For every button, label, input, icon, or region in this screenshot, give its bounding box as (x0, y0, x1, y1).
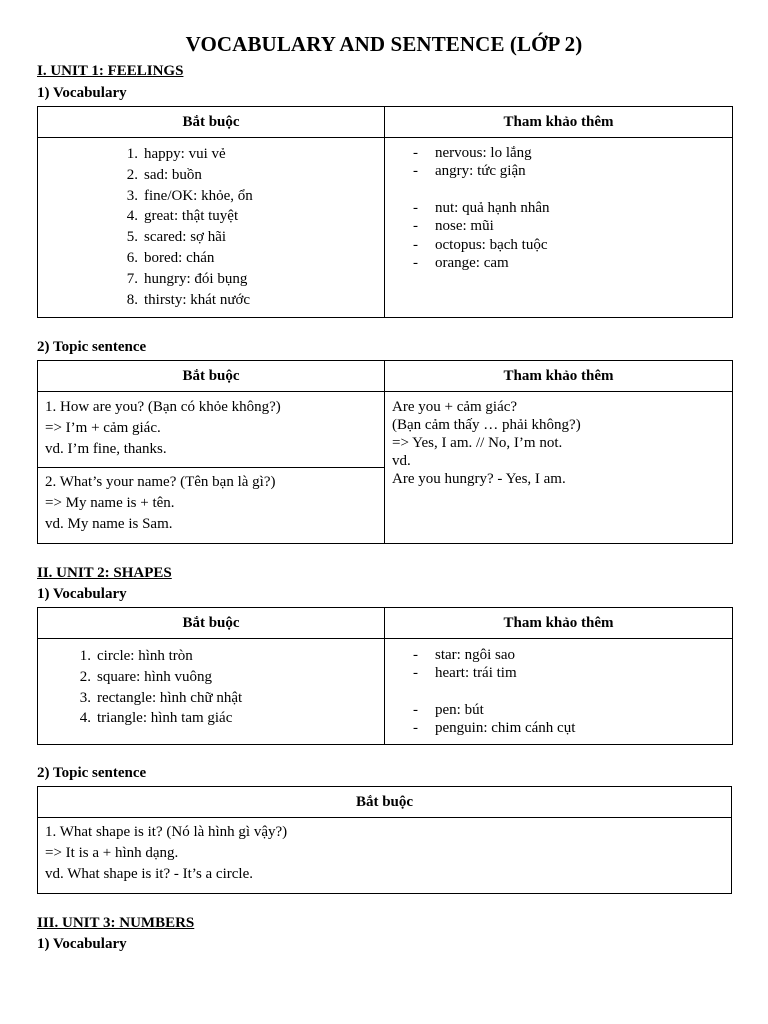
list-number: 1. (126, 146, 138, 162)
text-line: Are you + cảm giác? (392, 399, 518, 415)
list-item (114, 186, 377, 207)
list-text: nut: quả hạnh nhân (435, 199, 550, 216)
text-line: (Bạn cảm thấy … phải không?) (392, 417, 581, 433)
unit1-vocab-table (37, 106, 733, 318)
text-line: => My name is + tên. (45, 495, 175, 511)
list-number: 3. (126, 187, 138, 204)
dash-bullet: - (413, 647, 418, 663)
col-header-reference: Tham khảo thêm (385, 608, 733, 639)
list-item (413, 199, 725, 217)
list-item (413, 701, 725, 719)
text-line: vd. What shape is it? - It’s a circle. (45, 866, 253, 882)
list-text: triangle: hình tam giác (97, 710, 233, 727)
list-number: 2. (126, 166, 138, 183)
unit2-vocab-table (37, 607, 733, 745)
text-line: => Yes, I am. // No, I’m not. (392, 435, 563, 451)
unit1-topic-table (37, 360, 733, 544)
dash-bullet: - (413, 199, 418, 216)
unit1-reference-cell (385, 138, 733, 318)
text-line: Are you hungry? - Yes, I am. (392, 471, 566, 487)
unit1-vocab-heading: 1) Vocabulary (37, 85, 127, 101)
list-item (413, 144, 725, 162)
list-number: 6. (126, 249, 138, 266)
list-item (67, 667, 377, 688)
list-text: sad: buồn (144, 166, 202, 183)
list-number: 8. (126, 291, 138, 308)
unit3-heading: III. UNIT 3: NUMBERS (37, 915, 195, 931)
list-number: 1. (79, 648, 91, 664)
list-text: scared: sợ hãi (144, 229, 227, 246)
list-number: 4. (126, 208, 138, 225)
unit2-topic-table (37, 786, 732, 894)
list-number: 3. (79, 689, 91, 706)
text-line: vd. (392, 453, 411, 469)
text-line: vd. My name is Sam. (45, 516, 173, 532)
unit1-heading: I. UNIT 1: FEELINGS (37, 63, 184, 79)
list-item (413, 664, 725, 682)
dash-bullet: - (413, 218, 418, 235)
list-item (413, 719, 725, 737)
unit3-vocab-heading: 1) Vocabulary (37, 936, 127, 952)
unit1-topic-heading: 2) Topic sentence (37, 339, 147, 355)
list-text: square: hình vuông (97, 668, 212, 685)
list-item (114, 144, 377, 165)
list-text: nose: mũi (435, 218, 494, 235)
col-header-reference: Tham khảo thêm (385, 107, 733, 138)
list-number: 5. (126, 229, 138, 246)
unit2-reference-list-2 (413, 701, 725, 738)
list-item (114, 269, 377, 290)
list-item (67, 646, 377, 667)
unit1-reference-list-2 (413, 199, 725, 273)
list-text: happy: vui vẻ (144, 146, 226, 162)
list-item (413, 217, 725, 235)
text-line: => It is a + hình dạng. (45, 845, 179, 861)
list-item (67, 708, 377, 729)
list-number: 2. (79, 668, 91, 685)
list-item (114, 165, 377, 186)
text-line: => I’m + cảm giác. (45, 420, 161, 436)
unit2-topic-required (38, 818, 732, 894)
list-text: great: thật tuyệt (144, 208, 239, 225)
unit2-required-cell (38, 639, 385, 745)
col-header-required: Bắt buộc (38, 608, 385, 639)
list-text: fine/OK: khỏe, ổn (144, 187, 253, 204)
col-header-required: Bắt buộc (38, 361, 385, 392)
list-number: 4. (79, 710, 91, 727)
list-text: rectangle: hình chữ nhật (97, 689, 243, 706)
dash-bullet: - (413, 665, 418, 682)
list-text: star: ngôi sao (435, 647, 515, 663)
text-line: 1. What shape is it? (Nó là hình gì vậy?) (45, 824, 288, 840)
list-text: circle: hình tròn (97, 648, 193, 664)
list-text: nervous: lo lắng (435, 145, 532, 161)
dash-bullet: - (413, 255, 418, 272)
text-line: vd. I’m fine, thanks. (45, 441, 167, 457)
list-item (413, 162, 725, 180)
list-item (67, 688, 377, 709)
unit2-topic-heading: 2) Topic sentence (37, 765, 147, 781)
col-header-reference: Tham khảo thêm (385, 361, 733, 392)
list-item (413, 646, 725, 664)
unit2-vocab-heading: 1) Vocabulary (37, 586, 127, 602)
unit2-required-list (67, 646, 377, 729)
unit1-required-list (114, 144, 377, 310)
col-header-required: Bắt buộc (38, 787, 732, 818)
text-line: 1. How are you? (Bạn có khỏe không?) (45, 399, 281, 415)
list-text: pen: bút (435, 701, 484, 718)
list-number: 7. (126, 270, 138, 287)
unit1-reference-list-1 (413, 144, 725, 181)
list-item (114, 206, 377, 227)
unit1-topic-required-1 (38, 392, 385, 468)
list-text: octopus: bạch tuộc (435, 236, 548, 253)
list-text: thirsty: khát nước (144, 291, 251, 308)
dash-bullet: - (413, 145, 418, 161)
unit1-required-cell (38, 138, 385, 318)
list-text: heart: trái tim (435, 665, 517, 682)
dash-bullet: - (413, 163, 418, 180)
list-text: penguin: chim cánh cụt (435, 720, 576, 737)
list-item (114, 227, 377, 248)
unit1-topic-reference (385, 392, 733, 544)
col-header-required: Bắt buộc (38, 107, 385, 138)
unit2-reference-cell (385, 639, 733, 745)
list-item (413, 254, 725, 272)
list-text: bored: chán (144, 249, 215, 266)
list-item (114, 290, 377, 311)
dash-bullet: - (413, 236, 418, 253)
list-text: orange: cam (435, 255, 509, 272)
list-text: angry: tức giận (435, 163, 526, 180)
list-text: hungry: đói bụng (144, 270, 248, 287)
dash-bullet: - (413, 720, 418, 737)
text-line: 2. What’s your name? (Tên bạn là gì?) (45, 474, 276, 490)
list-item (114, 248, 377, 269)
unit1-topic-required-2 (38, 468, 385, 544)
unit2-reference-list-1 (413, 646, 725, 683)
dash-bullet: - (413, 701, 418, 718)
unit2-heading: II. UNIT 2: SHAPES (37, 565, 172, 581)
list-item (413, 236, 725, 254)
document-title: VOCABULARY AND SENTENCE (LỚP 2) (185, 32, 583, 56)
